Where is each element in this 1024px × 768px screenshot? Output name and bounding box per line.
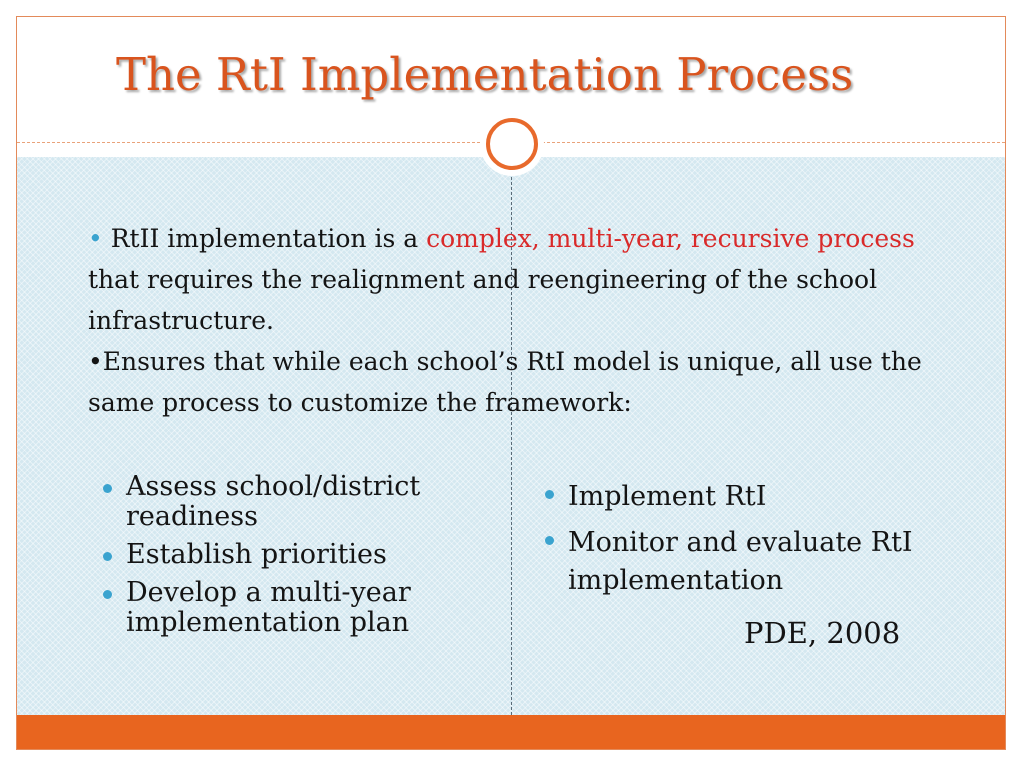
list-item (100, 540, 480, 570)
dot-bullet-icon (545, 536, 554, 545)
bullet-dot-icon: • (88, 224, 103, 253)
ring-circle-icon (486, 118, 538, 170)
para1-text-before: RtII implementation is a (102, 224, 427, 253)
list-item-text: Establish priorities (126, 539, 387, 570)
dot-bullet-icon (103, 484, 112, 493)
left-step-list (100, 472, 480, 646)
bottom-accent-bar (17, 715, 1005, 749)
list-item (542, 524, 942, 600)
right-step-list (542, 478, 942, 608)
list-item-text: Assess school/district readiness (126, 471, 421, 532)
para1-text-after: that requires the realignment and reengineering of the school infrastructure. (88, 265, 878, 335)
list-item-text: Monitor and evaluate RtI implementation (568, 527, 913, 596)
dot-bullet-icon (103, 552, 112, 561)
list-item (542, 478, 942, 516)
dot-bullet-icon (103, 590, 112, 599)
para2-text: •Ensures that while each school’s RtI model is unique, all use the same process to customize the framework: (88, 347, 922, 417)
citation: PDE, 2008 (744, 616, 901, 650)
list-item (100, 578, 480, 638)
list-item-text: Implement RtI (568, 481, 767, 512)
intro-text (88, 218, 968, 423)
dot-bullet-icon (545, 490, 554, 499)
list-item (100, 472, 480, 532)
slide-title: The RtI Implementation Process (116, 48, 854, 101)
para1-highlight: complex, multi-year, recursive process (426, 224, 915, 253)
list-item-text: Develop a multi-year implementation plan (126, 577, 411, 638)
